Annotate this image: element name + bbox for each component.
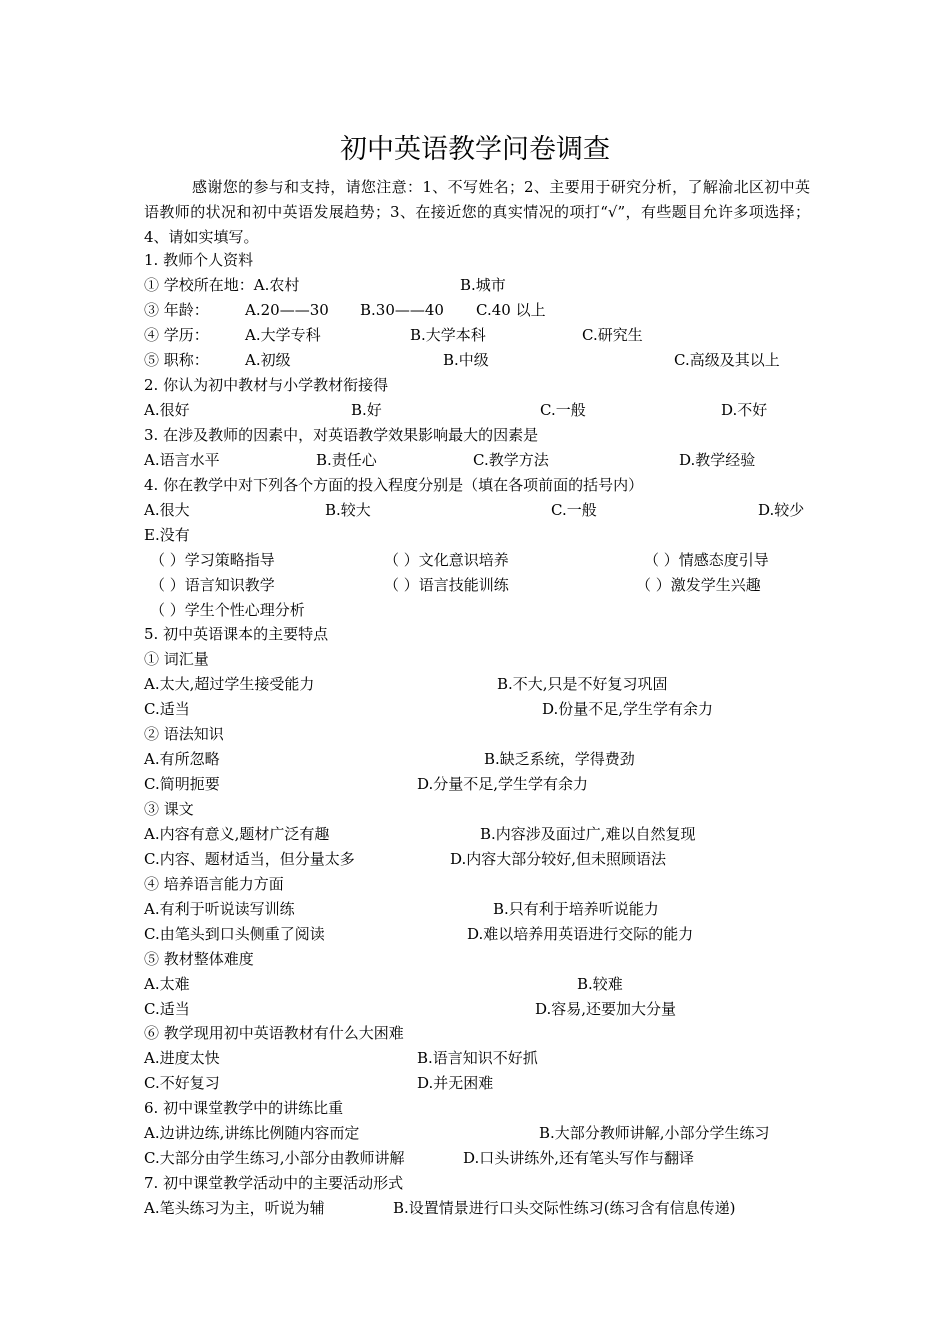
q2-option-a: A.很好: [144, 401, 190, 419]
q7-heading: 7. 初中课堂教学活动中的主要活动形式: [144, 1174, 404, 1192]
q5-s2-option-b: B.缺乏系统，学得费劲: [484, 750, 635, 768]
q5-s4-option-a: A.有利于听说读写训练: [144, 900, 295, 918]
q5-s3-option-a: A.内容有意义,题材广泛有趣: [144, 825, 330, 843]
q4-option-e: E.没有: [144, 526, 190, 544]
q5-s2-option-c: C.简明扼要: [144, 775, 220, 793]
q5-s5-label: ⑤ 教材整体难度: [144, 950, 254, 968]
q6-option-a: A.边讲边练,讲练比例随内容而定: [144, 1124, 360, 1142]
q6-option-c: C.大部分由学生练习,小部分由教师讲解: [144, 1149, 405, 1167]
q4-item: （ ）学习策略指导: [150, 551, 275, 569]
intro-paragraph: 感谢您的参与和支持，请您注意：1、不写姓名；2、主要用于研究分析，了解渝北区初中英语教师的状况和初中英语发展趋势；3、在接近您的真实情况的项打“√”，有些题目允许多项选择；4、请如实填写。: [144, 178, 810, 246]
q5-heading: 5. 初中英语课本的主要特点: [144, 625, 329, 643]
q5-s2-option-a: A.有所忽略: [144, 750, 220, 768]
q5-s1-option-d: D.份量不足,学生学有余力: [542, 700, 714, 718]
q5-s1-option-b: B.不大,只是不好复习巩固: [497, 675, 668, 693]
q4-item: （ ）文化意识培养: [384, 551, 509, 569]
q4-heading: 4. 你在教学中对下列各个方面的投入程度分别是（填在各项前面的括号内）: [144, 476, 644, 494]
q5-s5-option-c: C.适当: [144, 1000, 190, 1018]
q5-s3-option-d: D.内容大部分较好,但未照顾语法: [450, 850, 667, 868]
q1-age-c: C.40 以上: [476, 301, 546, 319]
q5-s6-option-a: A.进度太快: [144, 1049, 220, 1067]
q5-s4-option-b: B.只有利于培养听说能力: [493, 900, 659, 918]
q1-edu-label: ④ 学历：: [144, 326, 209, 344]
q5-s4-option-d: D.难以培养用英语进行交际的能力: [467, 925, 694, 943]
q2-option-b: B.好: [351, 401, 382, 419]
q5-s5-option-a: A.太难: [144, 975, 190, 993]
q3-heading: 3. 在涉及教师的因素中，对英语教学效果影响最大的因素是: [144, 426, 539, 444]
q1-title-a: A.初级: [245, 351, 291, 369]
q5-s6-label: ⑥ 教学现用初中英语教材有什么大困难: [144, 1024, 404, 1042]
q5-s1-label: ① 词汇量: [144, 650, 209, 668]
q4-option-c: C.一般: [551, 501, 597, 519]
q5-s5-option-d: D.容易,还要加大分量: [535, 1000, 677, 1018]
q6-option-d: D.口头讲练外,还有笔头写作与翻译: [463, 1149, 695, 1167]
q5-s2-option-d: D.分量不足,学生学有余力: [417, 775, 589, 793]
q4-item: （ ）激发学生兴趣: [636, 576, 761, 594]
q4-item: （ ）学生个性心理分析: [150, 601, 305, 619]
q7-option-a: A.笔头练习为主，听说为辅: [144, 1199, 325, 1217]
q3-option-b: B.责任心: [316, 451, 377, 469]
q5-s6-option-d: D.并无困难: [417, 1074, 494, 1092]
q4-option-d: D.较少: [758, 501, 805, 519]
q1-title-b: B.中级: [443, 351, 489, 369]
q5-s6-option-b: B.语言知识不好抓: [417, 1049, 538, 1067]
q1-title-label: ⑤ 职称：: [144, 351, 209, 369]
page-title: 初中英语教学问卷调查: [340, 134, 610, 165]
q4-item: （ ）语言技能训练: [384, 576, 509, 594]
q1-school-label: ① 学校所在地：A.农村: [144, 276, 300, 294]
q5-s1-option-c: C.适当: [144, 700, 190, 718]
q5-s6-option-c: C.不好复习: [144, 1074, 220, 1092]
q5-s5-option-b: B.较难: [577, 975, 623, 993]
q6-heading: 6. 初中课堂教学中的讲练比重: [144, 1099, 344, 1117]
q2-option-d: D.不好: [721, 401, 768, 419]
q5-s1-option-a: A.太大,超过学生接受能力: [144, 675, 315, 693]
q4-option-b: B.较大: [325, 501, 371, 519]
q1-age-b: B.30——40: [360, 301, 444, 319]
q5-s4-label: ④ 培养语言能力方面: [144, 875, 284, 893]
q5-s3-option-b: B.内容涉及面过广,难以自然复现: [480, 825, 696, 843]
q3-option-c: C.教学方法: [473, 451, 549, 469]
q4-item: （ ）语言知识教学: [150, 576, 275, 594]
q2-option-c: C.一般: [540, 401, 586, 419]
q1-title-c: C.高级及其以上: [674, 351, 780, 369]
q1-age-label: ③ 年龄：: [144, 301, 209, 319]
q4-option-a: A.很大: [144, 501, 190, 519]
q6-option-b: B.大部分教师讲解,小部分学生练习: [539, 1124, 770, 1142]
q1-age-a: A.20——30: [245, 301, 329, 319]
q1-edu-a: A.大学专科: [245, 326, 321, 344]
q5-s3-label: ③ 课文: [144, 800, 194, 818]
q2-heading: 2. 你认为初中教材与小学教材衔接得: [144, 376, 389, 394]
q5-s4-option-c: C.由笔头到口头侧重了阅读: [144, 925, 325, 943]
q1-school-b: B.城市: [460, 276, 506, 294]
q5-s2-label: ② 语法知识: [144, 725, 224, 743]
q3-option-a: A.语言水平: [144, 451, 220, 469]
q4-item: （ ）情感态度引导: [644, 551, 769, 569]
q7-option-b: B.设置情景进行口头交际性练习(练习含有信息传递): [393, 1199, 736, 1217]
q1-heading: 1. 教师个人资料: [144, 251, 254, 269]
q1-edu-b: B.大学本科: [410, 326, 486, 344]
q1-edu-c: C.研究生: [582, 326, 643, 344]
q5-s3-option-c: C.内容、题材适当，但分量太多: [144, 850, 355, 868]
q3-option-d: D.教学经验: [679, 451, 756, 469]
